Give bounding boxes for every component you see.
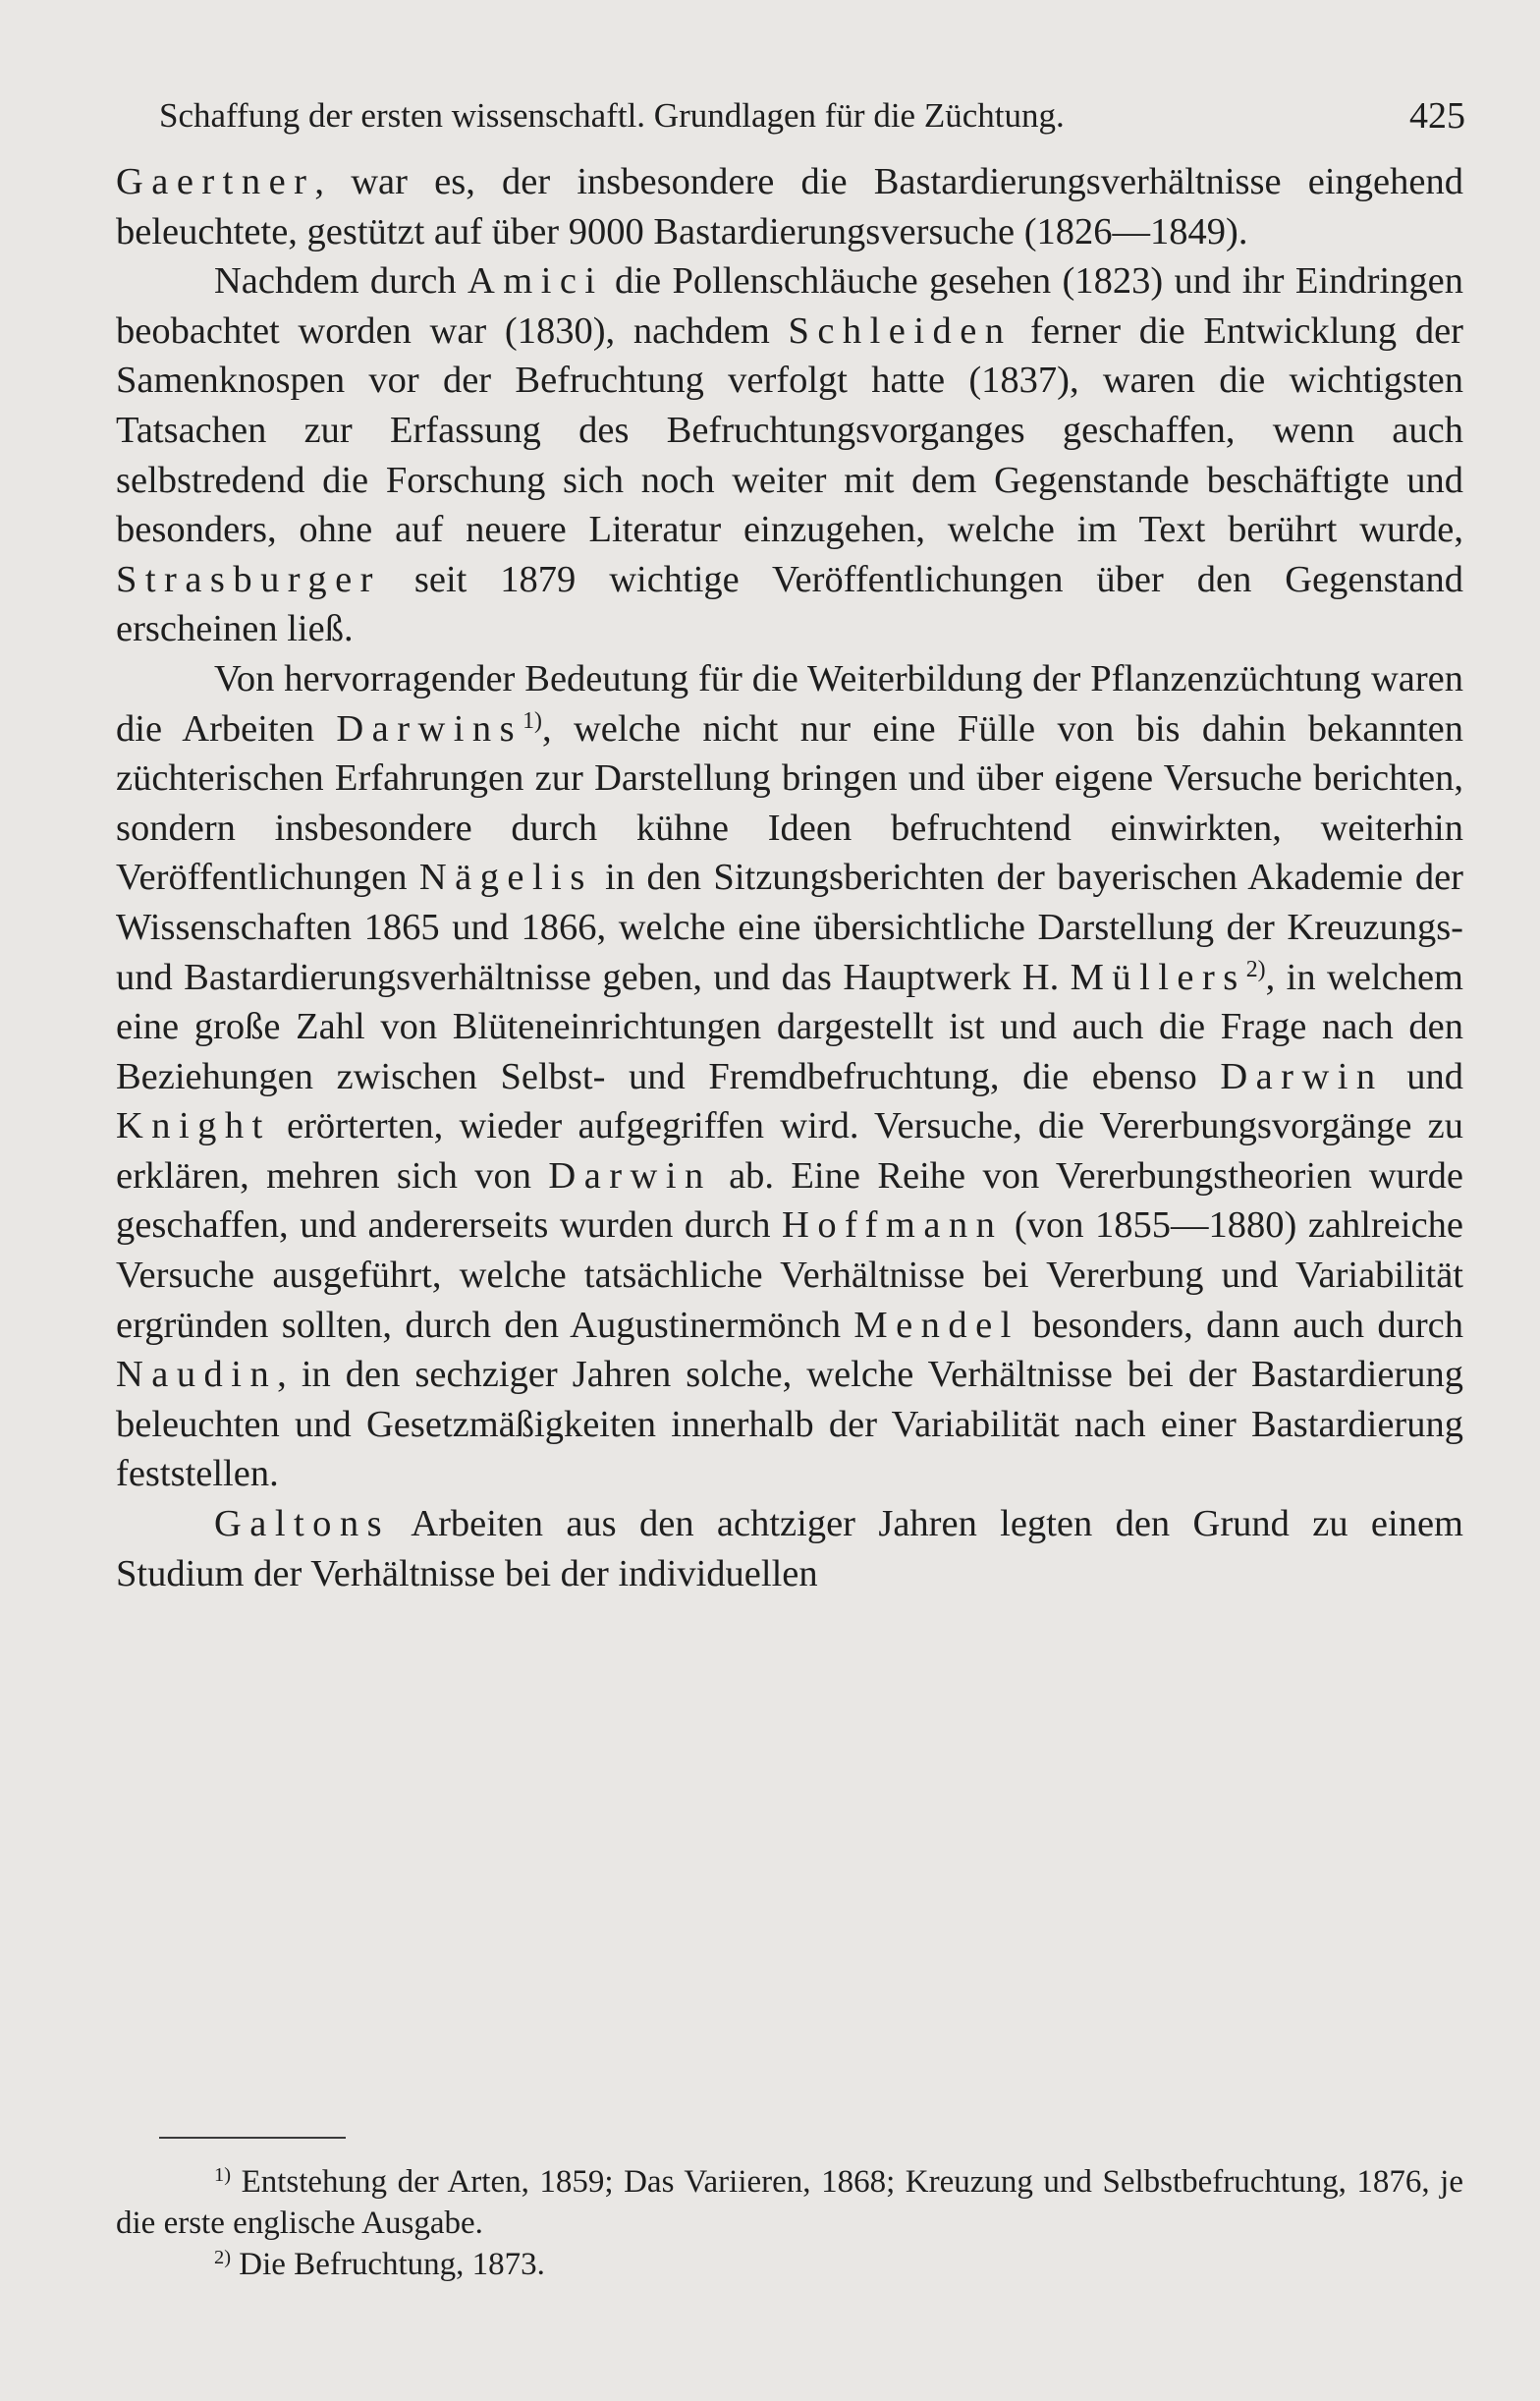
- person-name: Nägelis: [418, 857, 593, 899]
- paragraph-text: und: [1383, 1055, 1464, 1097]
- paragraph-text: , welche nicht nur eine Fülle von bis dahin bekannten züchterischen Erfahrungen zur Darstellung bringen und über eigene Versuche berichten, sondern insbesondere durch kühne Ideen befruchtend einwirkten, weiterhin Veröffentlichungen: [116, 707, 1463, 899]
- paragraph-text: ferner die Entwicklung der Samenknospen vor der Befruchtung verfolgt hatte (1837), waren die wichtigsten Tatsachen zur Erfassung des Befruchtungsvorganges geschaffen, wenn auch selbstredend die Forschung sich noch weiter mit dem Gegenstande beschäftigte und besonders, ohne auf neuere Literatur einzugehen, welche im Text berührt wurde,: [116, 309, 1463, 551]
- paragraph-text: in den Sitzungsberichten der bayerischen Akademie der Wissenschaften 1865 und 1866, welche eine übersichtliche Darstellung der Kreuzungs- und Bastardierungsverhältnisse geben, und das Hauptwerk H.: [116, 857, 1463, 998]
- person-name: Müllers: [1070, 956, 1246, 998]
- footnote-reference: 2): [1245, 956, 1266, 982]
- paragraph-text: Von hervorragender Bedeutung für die Weiterbildung der Pflanzenzüchtung waren die Arbeiten: [116, 657, 1463, 750]
- paragraph-galton: [116, 1499, 1463, 1598]
- paragraph-text: erörterten, wieder aufgegriffen wird. Versuche, die Vererbungsvorgänge zu erklären, mehren sich von: [116, 1105, 1463, 1197]
- footnote-text: Die Befruchtung, 1873.: [231, 2247, 545, 2282]
- footnote-reference: 1): [522, 707, 542, 734]
- person-name: Darwins: [336, 707, 523, 750]
- paragraph-text: besonders, dann auch durch: [1018, 1304, 1464, 1346]
- paragraph-text: Arbeiten aus den achtziger Jahren legten den Grund zu einem Studium der Verhältnisse bei der individuellen: [116, 1503, 1463, 1594]
- page-header: [159, 86, 1465, 145]
- person-name: Hoffmann: [782, 1204, 1004, 1247]
- person-name: Knight: [116, 1105, 271, 1147]
- person-name: Mendel: [853, 1304, 1019, 1346]
- footnote-text: Entstehung der Arten, 1859; Das Variieren, 1868; Kreuzung und Selbstbefruchtung, 1876, je die erste englische Ausgabe.: [116, 2164, 1463, 2241]
- paragraph-text: , war es, der insbesondere die Bastardierungsverhältnisse eingehend beleuchtete, gestützt auf über 9000 Bastardierungsversuche (1826—1849).: [116, 161, 1463, 252]
- footnote-marker: 1): [214, 2163, 232, 2186]
- paragraph-gaertner: [116, 157, 1463, 256]
- footnotes: [116, 2161, 1463, 2285]
- body-text: [116, 157, 1463, 1598]
- person-name: Amici: [468, 260, 604, 303]
- paragraph-darwin: [116, 654, 1463, 1499]
- footnote-2: [116, 2244, 1463, 2285]
- person-name: Schleiden: [788, 309, 1013, 352]
- footnote-separator: [159, 2137, 346, 2139]
- paragraph-text: ab. Eine Reihe von Vererbungstheorien wurde geschaffen, und andererseits wurden durch: [116, 1154, 1463, 1247]
- page-number: 425: [1409, 95, 1465, 137]
- running-title: Schaffung der ersten wissenschaftl. Grundlagen für die Züchtung.: [159, 96, 1065, 135]
- paragraph-text: die Pollenschläuche gesehen (1823) und ihr Eindringen beobachtet worden war (1830), nachdem: [116, 260, 1463, 352]
- footnote-1: [116, 2161, 1463, 2244]
- paragraph-text: , in welchem eine große Zahl von Blüteneinrichtungen dargestellt ist und auch die Frage nach den Beziehungen zwischen Selbst- und Fremdbefruchtung, die ebenso: [116, 956, 1463, 1097]
- person-name: Naudin: [116, 1354, 278, 1396]
- paragraph-befruchtung: [116, 256, 1463, 654]
- footnote-marker: 2): [214, 2246, 232, 2268]
- paragraph-text: , in den sechziger Jahren solche, welche Verhältnisse bei der Bastardierung beleuchten und Gesetzmäßigkeiten innerhalb der Variabilität nach einer Bastardierung feststellen.: [116, 1354, 1463, 1495]
- paragraph-text: Nachdem durch: [214, 260, 468, 303]
- person-name: Darwin: [548, 1154, 712, 1197]
- person-name: Strasburger: [116, 558, 381, 600]
- person-name: Galtons: [214, 1503, 391, 1545]
- person-name: Gaertner: [116, 161, 315, 202]
- person-name: Darwin: [1220, 1055, 1384, 1097]
- paragraph-text: seit 1879 wichtige Veröffentlichungen über den Gegenstand erscheinen ließ.: [116, 558, 1463, 650]
- paragraph-text: (von 1855—1880) zahlreiche Versuche ausgeführt, welche tatsächliche Verhältnisse bei Vererbung und Variabilität ergründen sollten, durch den Augustinermönch: [116, 1204, 1463, 1346]
